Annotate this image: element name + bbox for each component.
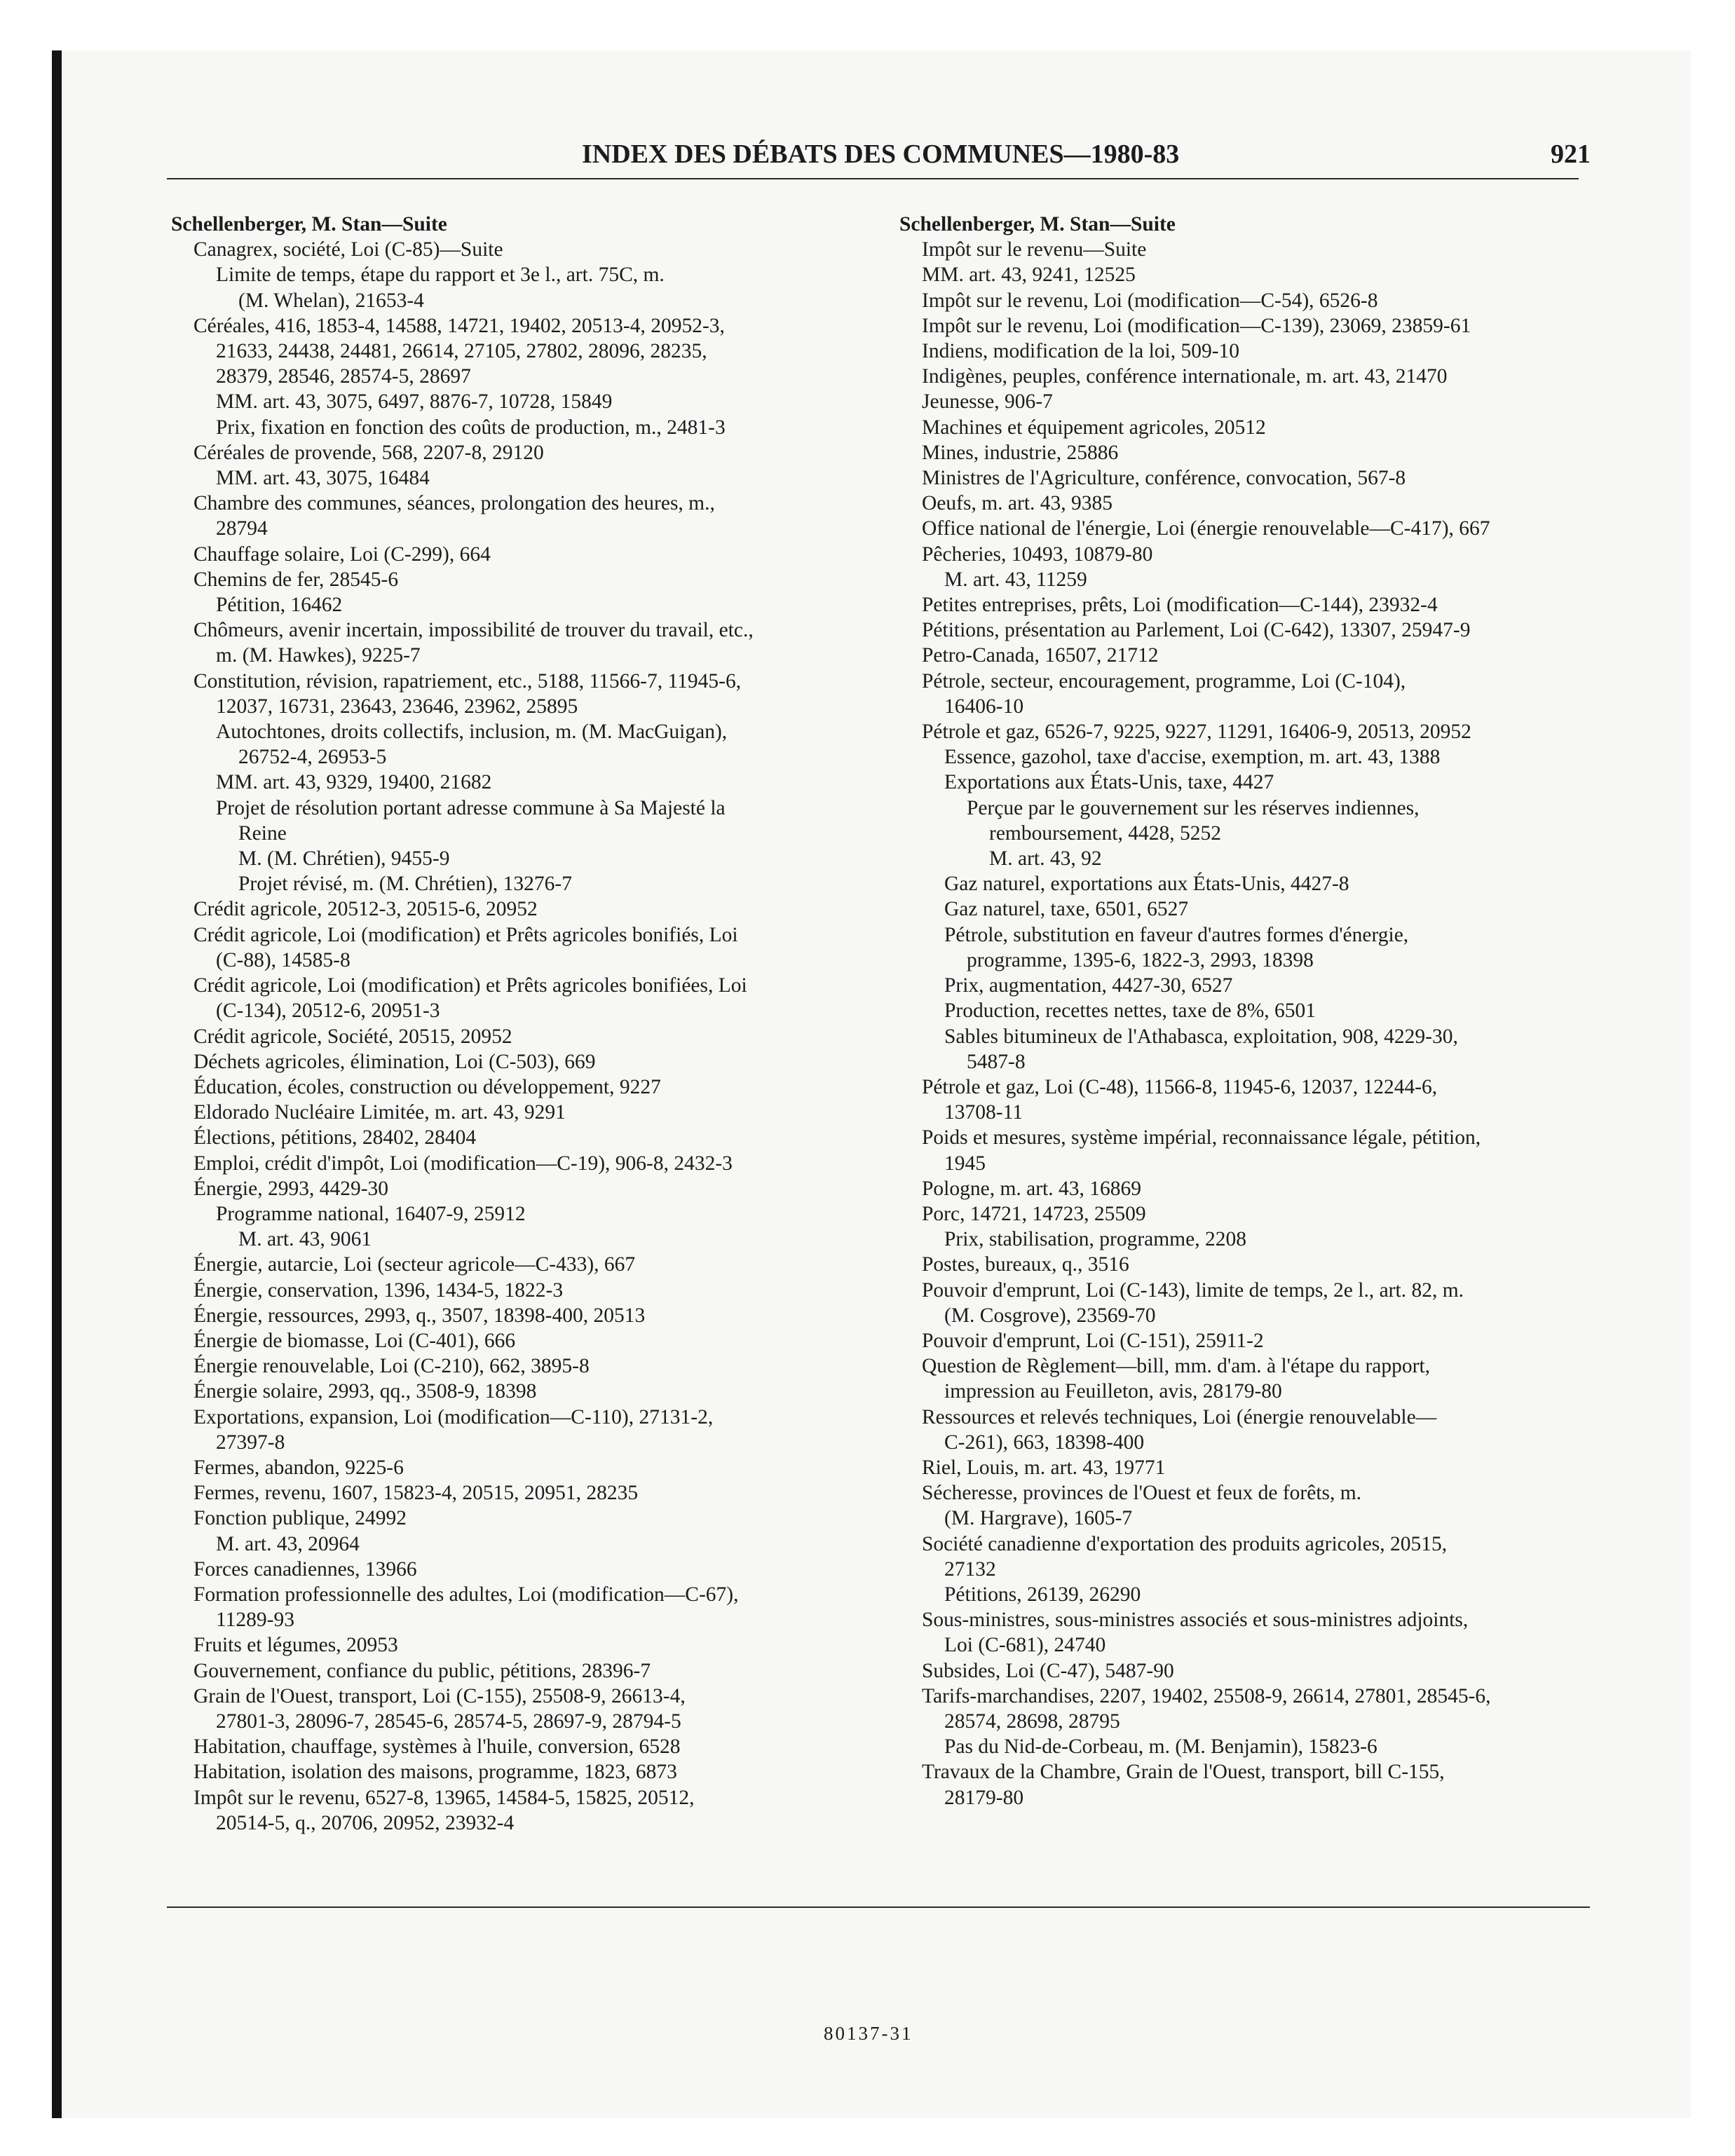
index-entry: 21633, 24438, 24481, 26614, 27105, 27802, 28096, 28235, — [216, 340, 707, 363]
index-entry: Mines, industrie, 25886 — [922, 441, 1119, 464]
index-entry: Céréales de provende, 568, 2207-8, 29120 — [193, 441, 544, 464]
index-entry: Fonction publique, 24992 — [193, 1507, 407, 1530]
index-entry: Postes, bureaux, q., 3516 — [922, 1253, 1129, 1276]
index-entry: Pétrole, substitution en faveur d'autres formes d'énergie, — [944, 923, 1409, 946]
index-entry: Tarifs-marchandises, 2207, 19402, 25508-9, 26614, 27801, 28545-6, — [922, 1684, 1491, 1707]
index-column-left — [171, 212, 872, 1836]
index-entry: Oeufs, m. art. 43, 9385 — [922, 492, 1113, 515]
index-column-right — [899, 212, 1600, 1810]
index-entry: (M. Whelan), 21653-4 — [238, 289, 424, 312]
index-entry: Impôt sur le revenu—Suite — [922, 238, 1147, 261]
index-entry: Exportations aux États-Unis, taxe, 4427 — [944, 771, 1274, 794]
index-entry: 27132 — [944, 1557, 996, 1581]
index-entry: Grain de l'Ouest, transport, Loi (C-155), 25508-9, 26613-4, — [193, 1684, 686, 1707]
index-entry: Énergie, autarcie, Loi (secteur agricole—C-433), 667 — [193, 1253, 636, 1276]
page-number: 921 — [1551, 139, 1591, 169]
index-entry: MM. art. 43, 3075, 16484 — [216, 467, 430, 490]
index-entry: Indigènes, peuples, conférence internationale, m. art. 43, 21470 — [922, 365, 1448, 388]
index-entry: 28574, 28698, 28795 — [944, 1710, 1120, 1733]
index-entry: Ministres de l'Agriculture, conférence, convocation, 567-8 — [922, 467, 1406, 490]
index-entry: Exportations, expansion, Loi (modification—C-110), 27131-2, — [193, 1405, 714, 1428]
index-entry: Petites entreprises, prêts, Loi (modification—C-144), 23932-4 — [922, 594, 1438, 617]
index-entry: 28379, 28546, 28574-5, 28697 — [216, 365, 471, 388]
index-entry: 12037, 16731, 23643, 23646, 23962, 25895 — [216, 695, 578, 718]
page-header-title: INDEX DES DÉBATS DES COMMUNES—1980-83 — [582, 139, 1180, 169]
index-entry: Pas du Nid-de-Corbeau, m. (M. Benjamin), 15823-6 — [944, 1735, 1377, 1759]
index-entry: Limite de temps, étape du rapport et 3e l., art. 75C, m. — [216, 264, 665, 287]
index-entry: 13708-11 — [944, 1101, 1023, 1124]
index-entry: Gouvernement, confiance du public, pétitions, 28396-7 — [193, 1659, 651, 1682]
index-entry: Pétitions, 26139, 26290 — [944, 1583, 1141, 1606]
index-entry: Crédit agricole, Société, 20515, 20952 — [193, 1025, 512, 1048]
index-entry: Formation professionnelle des adultes, Loi (modification—C-67), — [193, 1583, 739, 1606]
index-entry: Ressources et relevés techniques, Loi (énergie renouvelable— — [922, 1405, 1437, 1428]
index-entry: Schellenberger, M. Stan—Suite — [171, 213, 447, 236]
index-entry: Fruits et légumes, 20953 — [193, 1634, 398, 1657]
index-entry: programme, 1395-6, 1822-3, 2993, 18398 — [967, 948, 1314, 971]
index-entry: Pétitions, présentation au Parlement, Loi (C-642), 13307, 25947-9 — [922, 619, 1471, 642]
index-entry: Énergie de biomasse, Loi (C-401), 666 — [193, 1329, 516, 1352]
index-entry: 1945 — [944, 1152, 986, 1175]
index-entry: Subsides, Loi (C-47), 5487-90 — [922, 1659, 1174, 1682]
index-entry: Question de Règlement—bill, mm. d'am. à l'étape du rapport, — [922, 1355, 1431, 1378]
index-entry: Céréales, 416, 1853-4, 14588, 14721, 19402, 20513-4, 20952-3, — [193, 314, 725, 337]
header-rule — [167, 178, 1579, 179]
index-entry: Jeunesse, 906-7 — [922, 390, 1053, 414]
index-entry: Riel, Louis, m. art. 43, 19771 — [922, 1456, 1166, 1479]
index-entry: Pétrole et gaz, Loi (C-48), 11566-8, 11945-6, 12037, 12244-6, — [922, 1075, 1438, 1098]
index-entry: Pêcheries, 10493, 10879-80 — [922, 543, 1153, 566]
footer-rule — [167, 1906, 1590, 1908]
index-entry: Chômeurs, avenir incertain, impossibilité de trouver du travail, etc., — [193, 619, 754, 642]
index-entry: Pouvoir d'emprunt, Loi (C-143), limite de temps, 2e l., art. 82, m. — [922, 1278, 1464, 1302]
index-entry: Prix, stabilisation, programme, 2208 — [944, 1228, 1246, 1251]
index-entry: Programme national, 16407-9, 25912 — [216, 1202, 526, 1225]
index-entry: 26752-4, 26953-5 — [238, 746, 387, 769]
index-entry: 20514-5, q., 20706, 20952, 23932-4 — [216, 1811, 515, 1834]
index-entry: Impôt sur le revenu, Loi (modification—C-139), 23069, 23859-61 — [922, 314, 1471, 337]
index-entry: Pologne, m. art. 43, 16869 — [922, 1177, 1142, 1200]
index-entry: Énergie renouvelable, Loi (C-210), 662, 3895-8 — [193, 1355, 590, 1378]
index-entry: Projet de résolution portant adresse commune à Sa Majesté la — [216, 796, 726, 819]
index-entry: impression au Feuilleton, avis, 28179-80 — [944, 1380, 1282, 1403]
index-entry: MM. art. 43, 9241, 12525 — [922, 264, 1136, 287]
index-entry: Fermes, abandon, 9225-6 — [193, 1456, 404, 1479]
index-entry: Énergie, 2993, 4429-30 — [193, 1177, 389, 1200]
index-entry: Impôt sur le revenu, Loi (modification—C-54), 6526-8 — [922, 289, 1378, 312]
index-entry: Travaux de la Chambre, Grain de l'Ouest, transport, bill C-155, — [922, 1761, 1445, 1784]
index-entry: Chauffage solaire, Loi (C-299), 664 — [193, 543, 491, 566]
index-entry: M. art. 43, 11259 — [944, 568, 1087, 591]
index-entry: Crédit agricole, Loi (modification) et Prêts agricoles bonifiés, Loi — [193, 923, 738, 946]
index-entry: Forces canadiennes, 13966 — [193, 1557, 417, 1581]
index-entry: Fermes, revenu, 1607, 15823-4, 20515, 20951, 28235 — [193, 1482, 639, 1505]
index-entry: Perçue par le gouvernement sur les réserves indiennes, — [967, 796, 1420, 819]
index-entry: Déchets agricoles, élimination, Loi (C-503), 669 — [193, 1050, 596, 1073]
index-entry: Chemins de fer, 28545-6 — [193, 568, 399, 591]
index-entry: (C-88), 14585-8 — [216, 948, 351, 971]
index-entry: MM. art. 43, 9329, 19400, 21682 — [216, 771, 492, 794]
index-entry: 11289-93 — [216, 1609, 294, 1632]
index-entry: Pétrole et gaz, 6526-7, 9225, 9227, 11291, 16406-9, 20513, 20952 — [922, 721, 1471, 744]
index-entry: Essence, gazohol, taxe d'accise, exemption, m. art. 43, 1388 — [944, 746, 1441, 769]
index-entry: Schellenberger, M. Stan—Suite — [899, 213, 1176, 236]
index-entry: Énergie, ressources, 2993, q., 3507, 18398-400, 20513 — [193, 1304, 646, 1327]
index-entry: Éducation, écoles, construction ou développement, 9227 — [193, 1075, 661, 1098]
index-entry: Sous-ministres, sous-ministres associés et sous-ministres adjoints, — [922, 1609, 1469, 1632]
index-entry: Porc, 14721, 14723, 25509 — [922, 1202, 1146, 1225]
footer-code: 80137-31 — [824, 2023, 913, 2044]
index-entry: remboursement, 4428, 5252 — [989, 821, 1221, 845]
index-entry: Poids et mesures, système impérial, reconnaissance légale, pétition, — [922, 1126, 1481, 1149]
index-entry: Chambre des communes, séances, prolongation des heures, m., — [193, 492, 715, 515]
index-entry: Office national de l'énergie, Loi (énergie renouvelable—C-417), 667 — [922, 517, 1490, 540]
index-entry: Crédit agricole, 20512-3, 20515-6, 20952 — [193, 898, 538, 921]
index-entry: Eldorado Nucléaire Limitée, m. art. 43, 9291 — [193, 1101, 566, 1124]
index-entry: MM. art. 43, 3075, 6497, 8876-7, 10728, 15849 — [216, 390, 613, 414]
index-entry: Habitation, isolation des maisons, programme, 1823, 6873 — [193, 1761, 677, 1784]
index-entry: Loi (C-681), 24740 — [944, 1634, 1106, 1657]
index-entry: Crédit agricole, Loi (modification) et Prêts agricoles bonifiées, Loi — [193, 974, 747, 997]
index-entry: M. art. 43, 9061 — [238, 1228, 372, 1251]
index-entry: Pouvoir d'emprunt, Loi (C-151), 25911-2 — [922, 1329, 1264, 1352]
index-entry: C-261), 663, 18398-400 — [944, 1431, 1145, 1454]
index-entry: Autochtones, droits collectifs, inclusion, m. (M. MacGuigan), — [216, 721, 728, 744]
index-entry: Constitution, révision, rapatriement, etc., 5188, 11566-7, 11945-6, — [193, 669, 742, 692]
index-entry: Reine — [238, 821, 287, 845]
index-entry: Production, recettes nettes, taxe de 8%, 6501 — [944, 999, 1316, 1023]
index-entry: M. art. 43, 20964 — [216, 1532, 360, 1555]
index-entry: Machines et équipement agricoles, 20512 — [922, 416, 1266, 439]
index-entry: M. (M. Chrétien), 9455-9 — [238, 847, 450, 871]
index-entry: 27801-3, 28096-7, 28545-6, 28574-5, 28697-9, 28794-5 — [216, 1710, 681, 1733]
index-entry: Canagrex, société, Loi (C-85)—Suite — [193, 238, 503, 261]
index-entry: (C-134), 20512-6, 20951-3 — [216, 999, 440, 1023]
index-entry: Projet révisé, m. (M. Chrétien), 13276-7 — [238, 873, 573, 896]
index-entry: Gaz naturel, exportations aux États-Unis, 4427-8 — [944, 873, 1349, 896]
index-entry: Emploi, crédit d'impôt, Loi (modification—C-19), 906-8, 2432-3 — [193, 1152, 733, 1175]
index-entry: Sécheresse, provinces de l'Ouest et feux de forêts, m. — [922, 1482, 1362, 1505]
index-entry: Élections, pétitions, 28402, 28404 — [193, 1126, 477, 1149]
index-entry: Société canadienne d'exportation des produits agricoles, 20515, — [922, 1532, 1448, 1555]
index-entry: Pétrole, secteur, encouragement, programme, Loi (C-104), — [922, 669, 1406, 692]
index-entry: 28794 — [216, 517, 268, 540]
index-entry: Prix, augmentation, 4427-30, 6527 — [944, 974, 1233, 997]
index-entry: 28179-80 — [944, 1786, 1024, 1809]
index-entry: Habitation, chauffage, systèmes à l'huile, conversion, 6528 — [193, 1735, 681, 1759]
index-entry: Gaz naturel, taxe, 6501, 6527 — [944, 898, 1189, 921]
index-entry: Sables bitumineux de l'Athabasca, exploitation, 908, 4229-30, — [944, 1025, 1458, 1048]
index-entry: Pétition, 16462 — [216, 594, 343, 617]
index-entry: (M. Cosgrove), 23569-70 — [944, 1304, 1156, 1327]
index-entry: M. art. 43, 92 — [989, 847, 1102, 871]
index-entry: Prix, fixation en fonction des coûts de production, m., 2481-3 — [216, 416, 726, 439]
index-entry: m. (M. Hawkes), 9225-7 — [216, 644, 421, 667]
index-entry: Énergie, conservation, 1396, 1434-5, 1822-3 — [193, 1278, 564, 1302]
index-entry: Énergie solaire, 2993, qq., 3508-9, 18398 — [193, 1380, 537, 1403]
index-entry: Impôt sur le revenu, 6527-8, 13965, 14584-5, 15825, 20512, — [193, 1786, 695, 1809]
index-entry: 16406-10 — [944, 695, 1024, 718]
index-entry: 27397-8 — [216, 1431, 285, 1454]
index-entry: 5487-8 — [967, 1050, 1026, 1073]
index-entry: (M. Hargrave), 1605-7 — [944, 1507, 1133, 1530]
index-entry: Petro-Canada, 16507, 21712 — [922, 644, 1159, 667]
index-entry: Indiens, modification de la loi, 509-10 — [922, 340, 1240, 363]
